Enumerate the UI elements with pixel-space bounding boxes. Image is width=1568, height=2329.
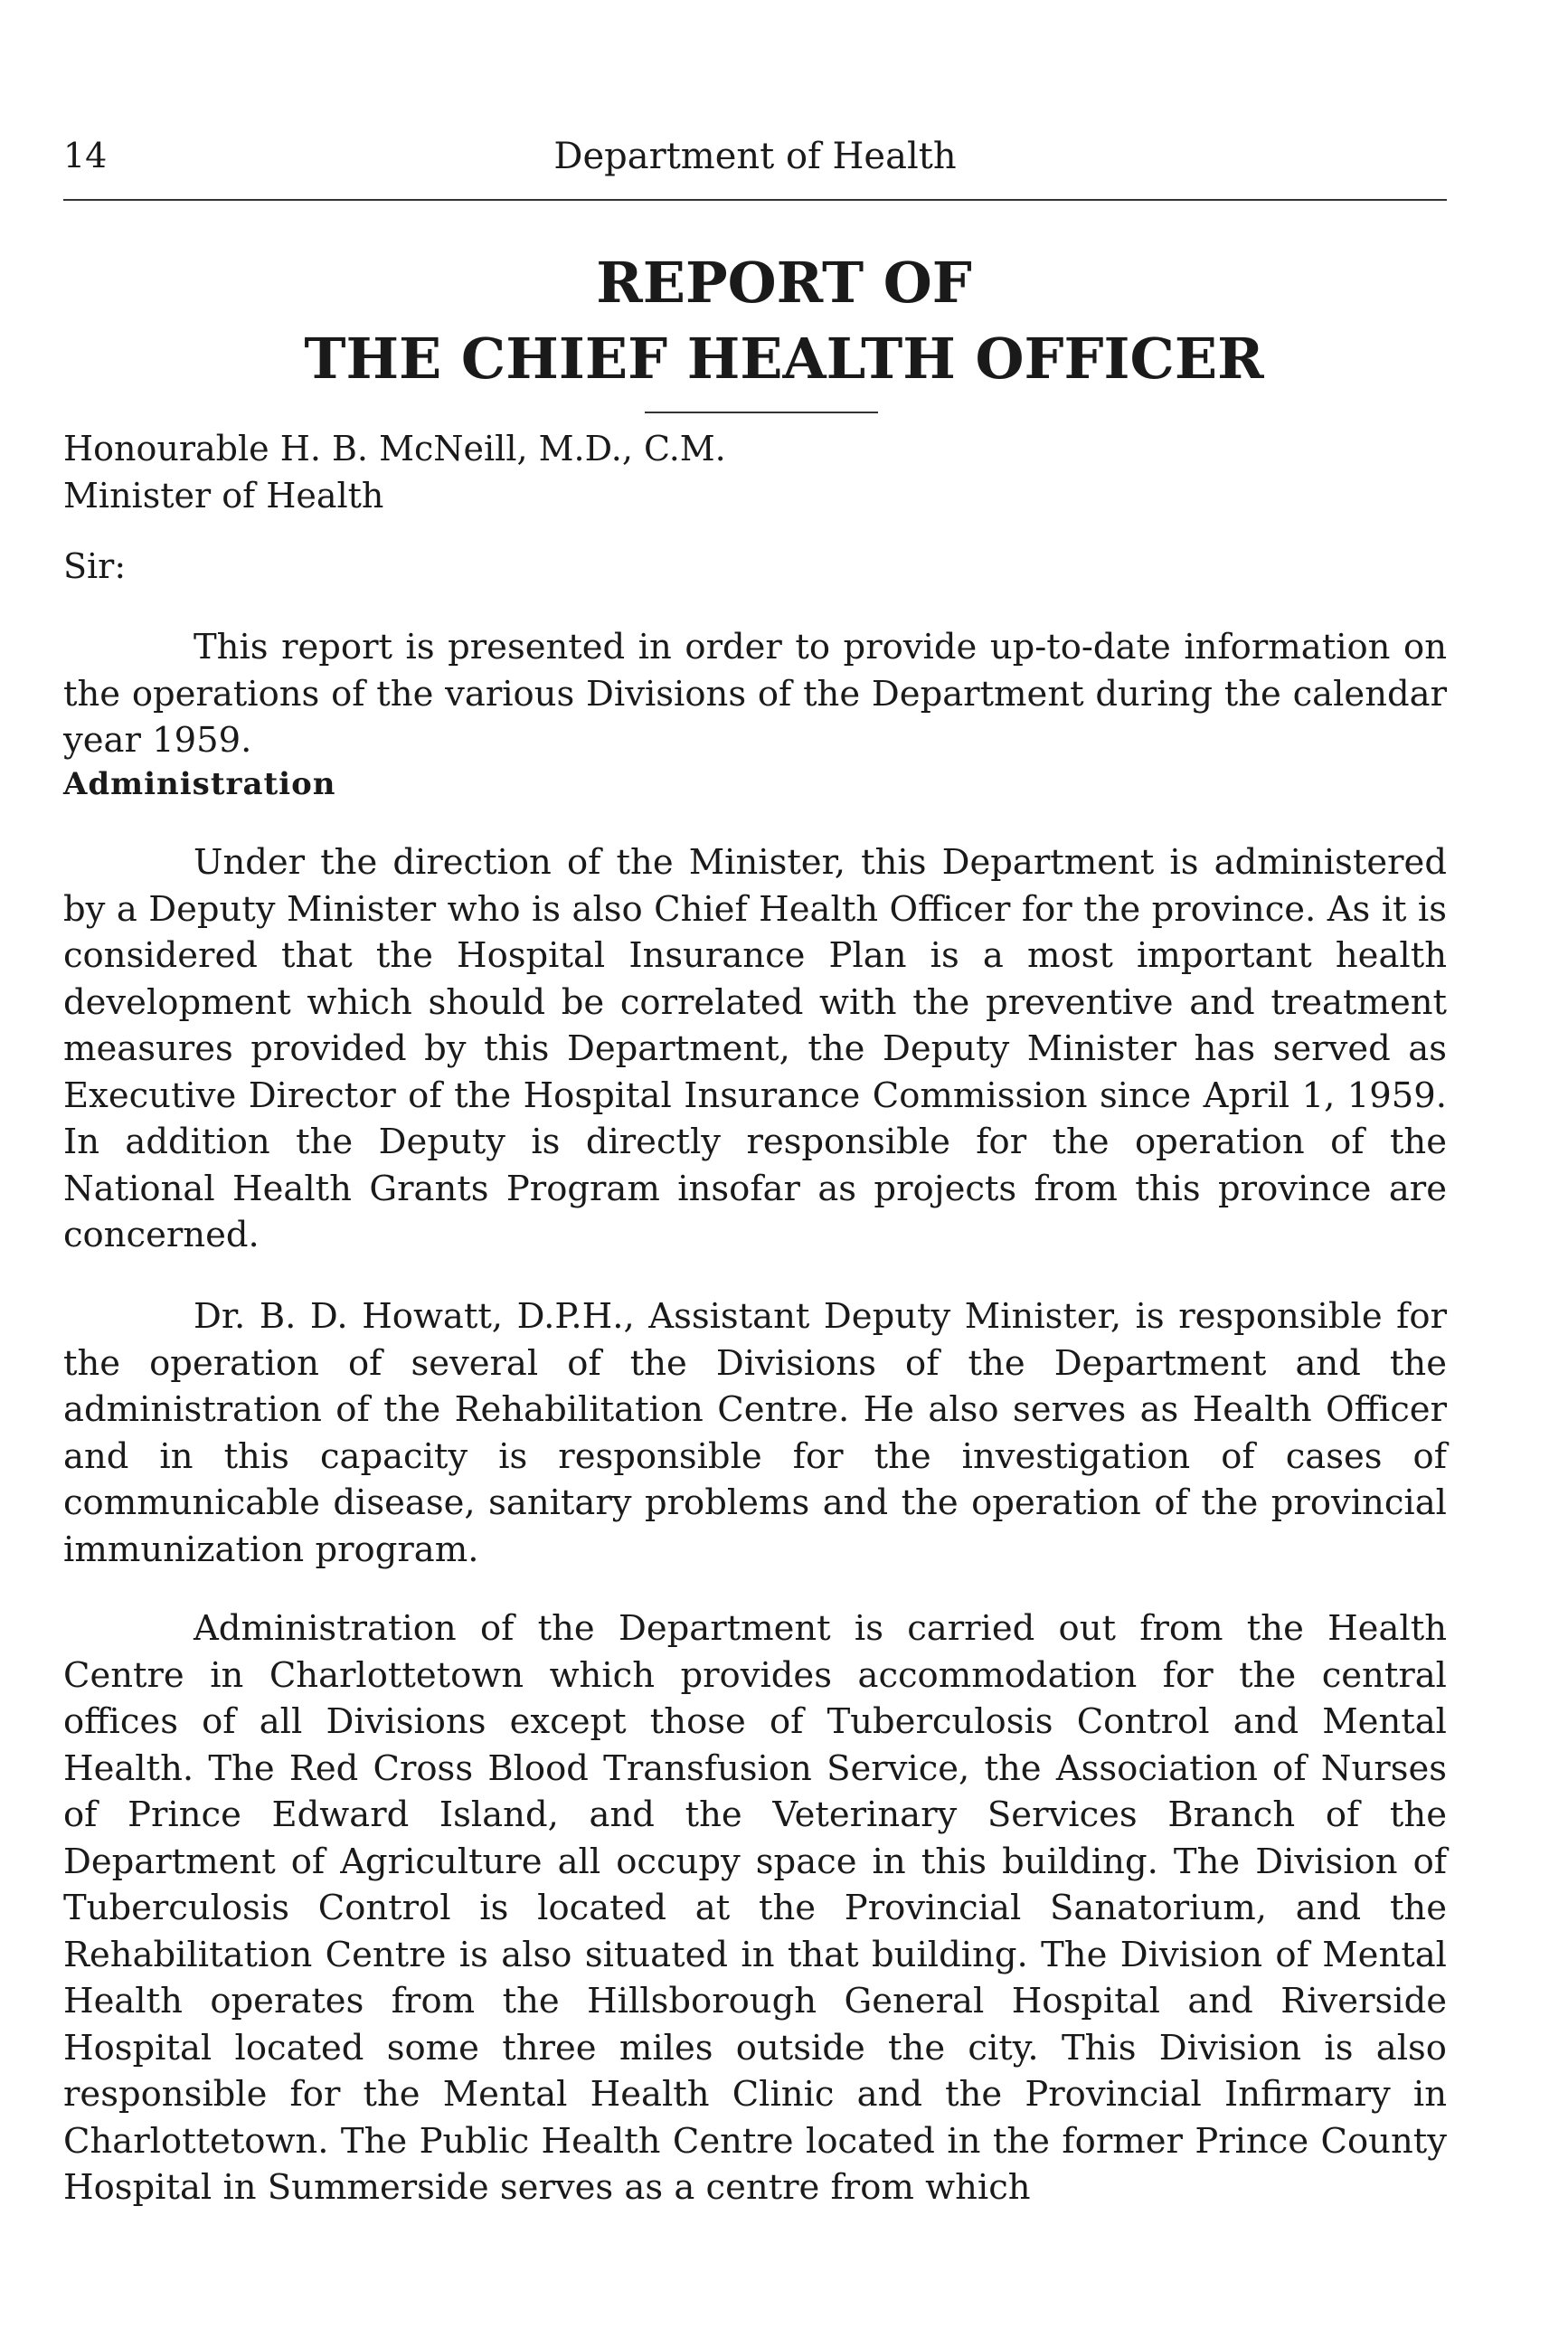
body-paragraph: Dr. B. D. Howatt, D.P.H., Assistant Deputy Minister, is responsible for the operation of several of the Divisions of the Department and the administration of the Rehabilitation Centre. He also serves as Health Officer and in this capacity is responsible for the investigation of cases of communicable disease, sanitary problems and the operation of the provincial immunization program. <box>63 1296 1447 1570</box>
addressee-title: Minister of Health <box>63 476 384 516</box>
page-number: 14 <box>63 136 108 175</box>
addressee-name: Honourable H. B. McNeill, M.D., C.M. <box>63 429 726 469</box>
paragraph-block-1 <box>63 839 1447 1259</box>
paragraph-block-3 <box>63 1605 1447 2211</box>
intro-paragraph: This report is presented in order to provide up-to-date information on the operations of the various Divisions of the Department during the calendar year 1959. <box>63 627 1447 761</box>
title-rule <box>645 412 878 413</box>
report-title-line-2: THE CHIEF HEALTH OFFICER <box>304 326 1264 392</box>
running-header <box>63 136 1447 190</box>
salutation-block <box>63 425 1447 590</box>
running-title: Department of Health <box>553 136 957 177</box>
section-heading: Administration <box>63 766 336 802</box>
paragraph-block-2 <box>63 1293 1447 1573</box>
body-paragraph: Administration of the Department is carried out from the Health Centre in Charlottetown which provides accommodation for the central offices of all Divisions except those of Tuberculosis Control and Mental Health. The Red Cross Blood Transfusion Service, the Association of Nurses of Prince Edward Island, and the Veterinary Services Branch of the Department of Agriculture all occupy space in this building. The Division of Tuberculosis Control is located at the Provincial Sanatorium, and the Rehabilitation Centre is also situated in that building. The Division of Mental Health operates from the Hillsborough General Hospital and Riverside Hospital located some three miles outside the city. This Division is also responsible for the Mental Health Clinic and the Provincial Infirmary in Charlottetown. The Public Health Centre located in the former Prince County Hospital in Summerside serves as a centre from which <box>63 1608 1447 2208</box>
greeting: Sir: <box>63 546 127 586</box>
header-rule <box>63 199 1447 201</box>
body-paragraph: Under the direction of the Minister, this Department is administered by a Deputy Minister who is also Chief Health Officer for the province. As it is considered that the Hospital Insurance Plan is a most important health development which should be correlated with the preventive and treatment measures provided by this Department, the Deputy Minister has served as Executive Director of the Hospital Insurance Commission since April 1, 1959. In addition the Deputy is directly responsible for the operation of the National Health Grants Program insofar as projects from this province are concerned. <box>63 842 1447 1255</box>
report-title-line-1: REPORT OF <box>596 250 972 316</box>
intro-block <box>63 624 1447 764</box>
